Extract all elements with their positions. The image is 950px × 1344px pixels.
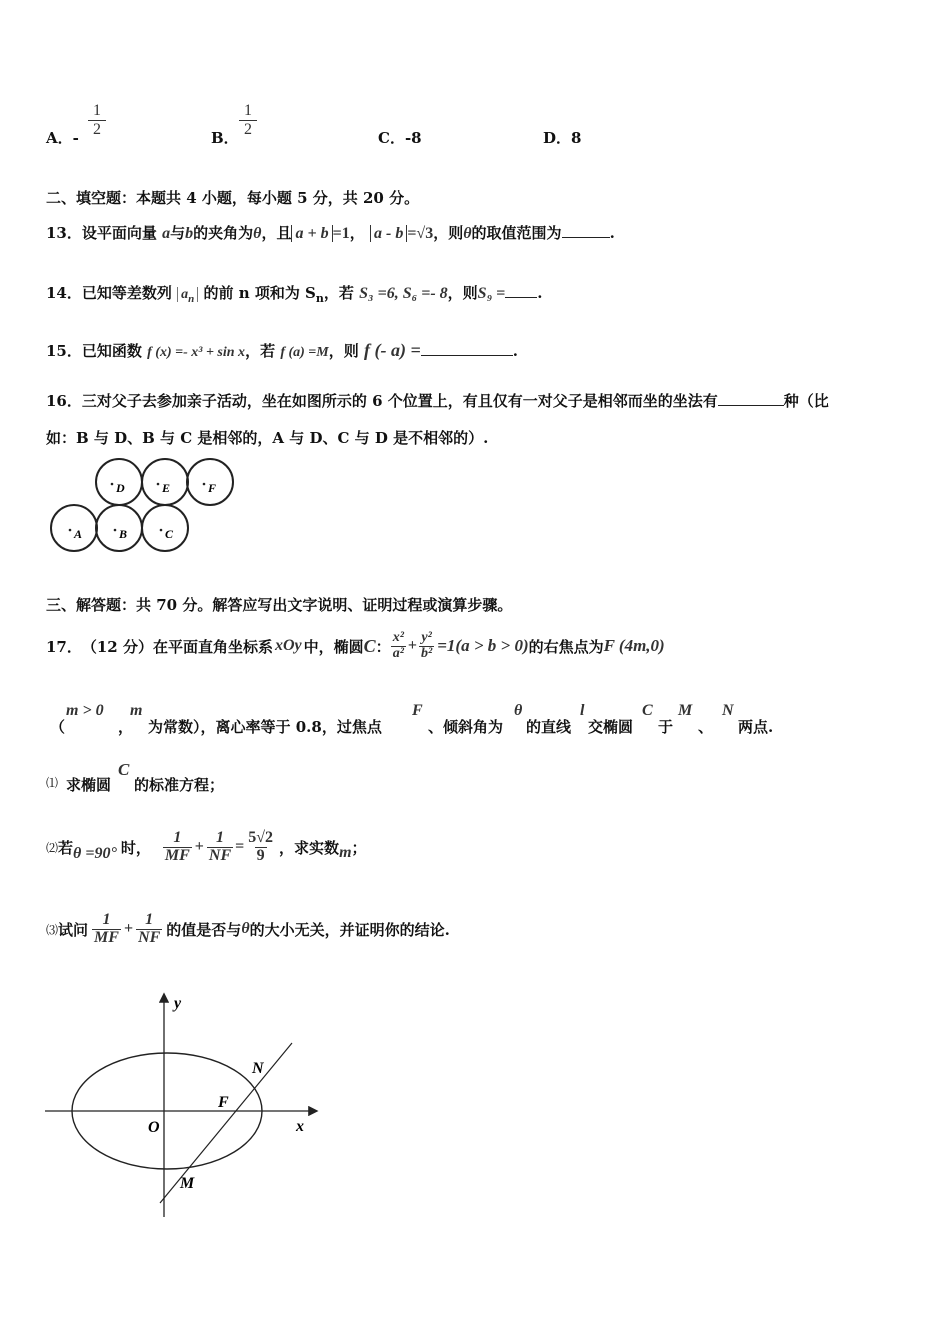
option-a-fraction: [88, 102, 106, 139]
math-symbol: C: [642, 702, 653, 719]
question-17-line-1: [46, 625, 665, 667]
question-16-line-2: 如：B 与 D、B 与 C 是相邻的，A 与 D、C 与 D 是不相邻的）.: [46, 429, 489, 447]
question-text: .: [609, 224, 615, 242]
math-symbol: b: [185, 225, 194, 242]
math-sequence: [177, 287, 198, 305]
answer-blank: [718, 391, 784, 406]
fraction-one-over-mf: [163, 830, 192, 865]
fraction-numerator: x²: [392, 629, 404, 645]
math-symbol: C: [118, 760, 130, 779]
fraction-numerator: 1: [173, 828, 182, 846]
question-text: ，则: [447, 284, 478, 302]
question-text: 种（比: [783, 392, 829, 410]
question-number: 14．: [46, 284, 82, 302]
question-17-part-2: [46, 822, 367, 872]
focus-label: F: [218, 1094, 229, 1111]
math-symbol: θ: [241, 920, 250, 937]
fraction-one-over-nf: [207, 830, 233, 865]
question-text: 试问: [58, 920, 89, 939]
math-expression: f (a) =M: [280, 345, 329, 360]
question-text: ，若: [323, 284, 354, 302]
question-text: 两点.: [738, 718, 774, 736]
question-text: ：: [375, 637, 391, 656]
math-expression: =1: [332, 225, 350, 242]
math-expression: =√3: [407, 225, 434, 242]
math-expression: S₉ =: [477, 285, 506, 302]
math-expression: m > 0: [66, 702, 104, 719]
question-text: ；: [351, 838, 367, 857]
axis-label-y: y: [174, 995, 182, 1012]
fraction-numerator: 5√2: [248, 828, 274, 846]
seat-label: E: [162, 481, 171, 495]
fraction-numerator: 1: [145, 910, 154, 928]
section-heading-answer: 三、解答题：共 70 分。解答应写出文字说明、证明过程或演算步骤。: [46, 596, 513, 614]
option-c: [378, 127, 422, 148]
math-symbol: M: [678, 702, 693, 719]
question-text: 的取值范围为: [471, 224, 562, 242]
question-14: [46, 282, 543, 305]
math-subscript: n: [315, 292, 324, 305]
question-text: （12 分）在平面直角坐标系: [81, 637, 273, 656]
question-text: 的大小无关，并证明你的结论.: [249, 920, 450, 939]
fraction-denominator: NF: [208, 846, 232, 864]
fraction-denominator: 2: [239, 120, 257, 139]
answer-blank: [562, 223, 610, 238]
fraction-one-over-mf: [92, 912, 121, 947]
question-text: ，求实数: [279, 838, 340, 857]
question-text: 、倾斜角为: [428, 718, 504, 736]
option-sign: -: [72, 129, 79, 147]
seating-diagram: [44, 455, 244, 559]
math-symbol: xOy: [274, 637, 302, 654]
seat-label: B: [119, 527, 128, 541]
math-symbol: θ: [514, 702, 523, 719]
question-text: ，则: [433, 224, 464, 242]
fraction-numerator: y²: [421, 629, 432, 645]
option-value: 8: [571, 129, 582, 147]
math-abs: a - b: [370, 225, 407, 242]
question-16-line-1: [46, 390, 829, 411]
fraction-denominator: NF: [138, 928, 161, 946]
question-text: 设平面向量: [81, 224, 157, 242]
question-text: 的夹角为: [193, 224, 254, 242]
math-expression: =1(a > b > 0): [437, 636, 529, 655]
question-text: 若: [58, 838, 74, 857]
math-expression: θ =90°: [73, 845, 117, 862]
question-text: ，且: [261, 224, 292, 242]
math-operator: =: [235, 838, 245, 855]
seat-label: F: [208, 481, 217, 495]
question-text: 与: [170, 224, 186, 242]
question-text: 已知函数: [81, 342, 142, 360]
question-number: 17．: [46, 637, 82, 656]
question-text: 于: [658, 718, 674, 736]
question-number: 13．: [46, 224, 82, 242]
part-marker: ⑶: [46, 922, 59, 937]
question-text: 交椭圆: [588, 718, 634, 736]
option-b-fraction: [239, 102, 257, 139]
question-number: 15．: [46, 342, 82, 360]
option-a: [46, 127, 79, 148]
math-operator: +: [407, 637, 418, 654]
question-text: 已知等差数列: [81, 284, 172, 302]
fraction-denominator: MF: [94, 928, 119, 946]
fraction-numerator: 1: [93, 102, 101, 119]
fraction-numerator: 1: [216, 828, 225, 846]
math-symbol: a: [181, 287, 189, 302]
question-text: 为常数），离心率等于 0.8，过焦点: [148, 718, 382, 736]
option-value: -8: [404, 129, 422, 147]
seat-label: C: [165, 527, 174, 541]
question-text: ，则: [328, 342, 359, 360]
math-subscript: n: [188, 293, 195, 305]
math-symbol: C: [363, 635, 376, 656]
math-symbol: m: [339, 844, 352, 861]
seat-label: D: [116, 481, 125, 495]
fraction-denominator: a²: [392, 645, 404, 661]
math-symbol: m: [130, 702, 143, 719]
section-heading-fill-blank: 二、填空题：本题共 4 小题，每小题 5 分，共 20 分。: [46, 189, 420, 207]
math-expression: f (x) =- x³ + sin x: [147, 345, 246, 360]
math-operator: +: [194, 838, 204, 855]
fraction-denominator: 9: [256, 846, 265, 864]
question-text: ，若: [245, 342, 276, 360]
math-symbol: l: [580, 702, 585, 719]
part-marker: ⑴: [46, 776, 59, 790]
fraction-denominator: 2: [88, 120, 106, 139]
point-n-label: N: [252, 1060, 264, 1077]
question-text: 的直线: [526, 718, 572, 736]
fraction-denominator: MF: [164, 846, 190, 864]
fraction-numerator: 1: [102, 910, 111, 928]
fraction-result: [246, 830, 275, 865]
seat-label: A: [74, 527, 83, 541]
answer-blank: [505, 283, 537, 298]
question-text: 中，椭圆: [303, 637, 364, 656]
question-15: [46, 340, 518, 361]
question-text: （: [50, 718, 66, 736]
math-symbol: θ: [253, 225, 262, 242]
math-abs: a + b: [291, 225, 332, 242]
math-symbol: a: [162, 225, 171, 242]
math-expression: f (- a) =: [363, 340, 421, 360]
math-expression: F (4m,0): [603, 636, 665, 655]
question-text: 求椭圆: [66, 776, 112, 794]
fraction-denominator: b²: [421, 645, 433, 661]
part-marker: ⑵: [46, 840, 59, 855]
math-symbol: F: [412, 702, 423, 719]
math-operator: +: [123, 920, 134, 937]
question-text: .: [537, 284, 543, 302]
question-text: 的值是否与: [166, 920, 242, 939]
math-symbol: N: [722, 702, 734, 719]
question-text: .: [512, 342, 518, 360]
question-text: ，: [118, 718, 134, 736]
question-17-part-3: [46, 904, 450, 954]
fraction-y: [419, 631, 434, 661]
fraction-numerator: 1: [244, 102, 252, 119]
question-text: 的前 n 项和为 S: [203, 284, 316, 302]
question-text: 的标准方程；: [134, 776, 225, 794]
origin-label: O: [148, 1119, 160, 1136]
option-d: [543, 127, 581, 148]
question-text: 、: [698, 718, 714, 736]
question-text: 时，: [120, 838, 151, 857]
ellipse-figure: [40, 985, 330, 1225]
math-expression: S₃ =6, S₆ =- 8: [359, 285, 448, 302]
option-label: A．: [46, 129, 73, 147]
answer-blank: [421, 341, 513, 356]
fraction-x: [391, 631, 406, 661]
option-label: B．: [211, 129, 239, 147]
fraction-one-over-nf: [136, 912, 162, 947]
option-label: C．: [378, 129, 405, 147]
question-text: ，: [349, 224, 365, 242]
axis-label-x: x: [296, 1118, 304, 1135]
point-m-label: M: [180, 1175, 195, 1192]
option-label: D．: [543, 129, 572, 147]
question-text: 16．三对父子去参加亲子活动，坐在如图所示的 6 个位置上，有且仅有一对父子是相邻而坐的坐法有: [46, 392, 718, 410]
option-b: [211, 127, 239, 148]
math-symbol: θ: [463, 225, 472, 242]
question-text: 的右焦点为: [528, 637, 604, 656]
question-13: [46, 222, 615, 243]
